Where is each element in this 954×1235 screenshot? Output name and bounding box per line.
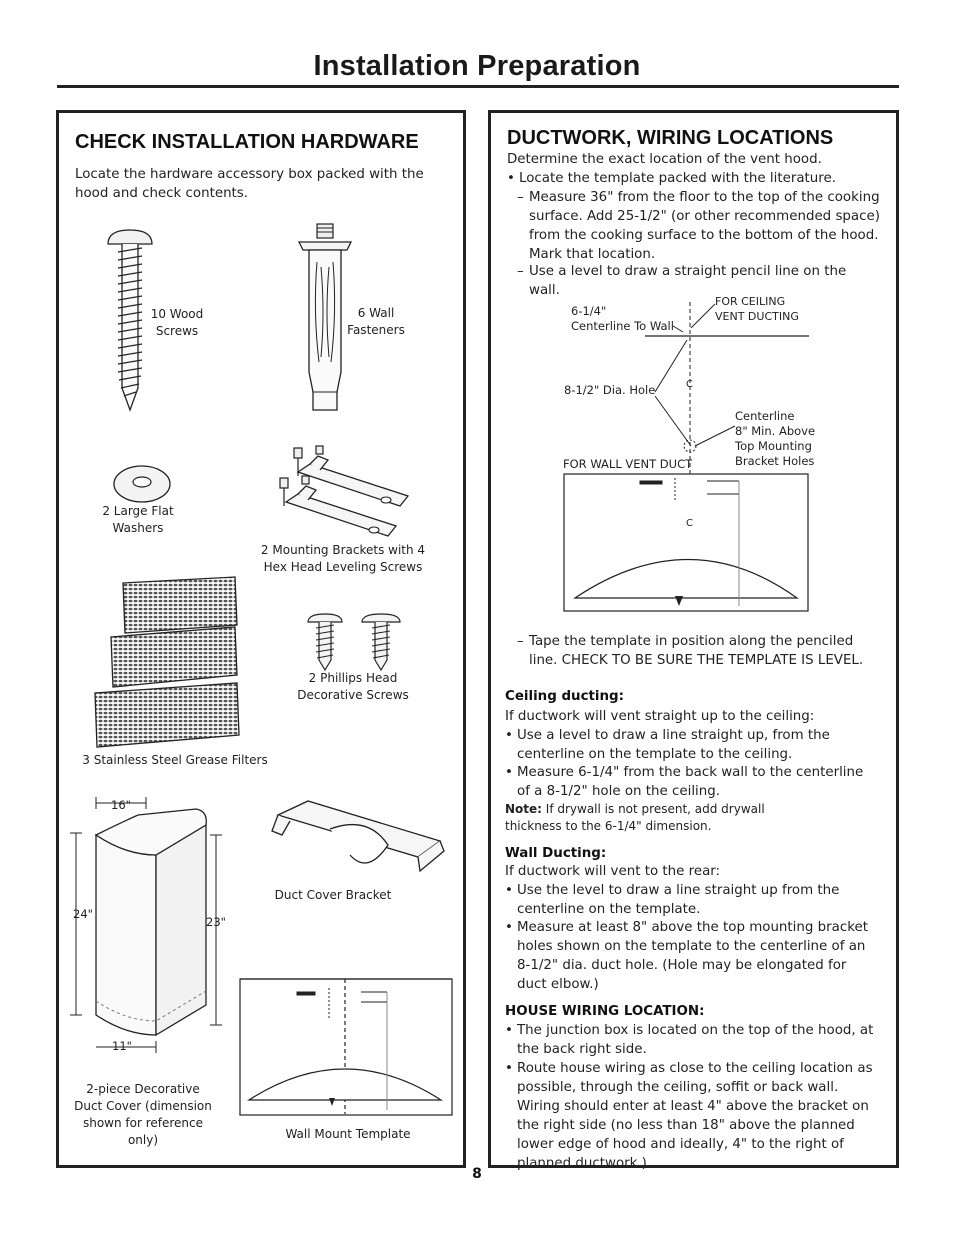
hardware-intro: Locate the hardware accessory box packed with the hood and check contents. [75,167,424,201]
wall-bullet-2: • Measure at least 8" above the top mounting bracket holes shown on the template to the centerline of an 8-1/2" dia. duct hole. (Hole may be elongated for duct elbow.) [505,918,875,994]
ductwork-heading: DUCTWORK, WIRING LOCATIONS [507,127,834,149]
ductwork-bullet-1: • Locate the template packed with the literature. [507,169,882,188]
wall-bullet-1: • Use the level to draw a line straight up from the centerline on the template. [505,881,875,919]
for-wall-label: FOR WALL VENT DUCT [563,457,693,471]
wall-ducting-intro: If ductwork will vent to the rear: [505,864,721,879]
ceiling-bullet-1: • Use a level to draw a line straight up, from the centerline on the template to the ceiling. [505,726,875,764]
duct-cover-label: 2-piece Decorative Duct Cover (dimension shown for reference only) [74,1082,212,1147]
wall-mount-template-label: Wall Mount Template [285,1127,411,1141]
ductwork-dash-3: – Tape the template in position along the penciled line. CHECK TO BE SURE THE TEMPLATE IS LEVEL. [505,632,883,670]
wall-mount-template-illustration [239,978,453,1116]
ductwork-dash-1: – Measure 36" from the floor to the top of the cooking surface. Add 25-1/2" (or other recommended space) from the cooking surface to the bottom of the hood. Mark that location. [505,188,880,264]
centerline-mark-2: C [686,518,693,529]
duct-dim-bottom: 11" [112,1039,132,1053]
page-number: 8 [472,1166,482,1182]
wiring-bullet-2: • Route house wiring as close to the ceiling location as possible, through the ceiling, soffit or back wall. Wiring should enter at least 4" above the bracket on the right side (no less than 18" above the planned lower edge of hood and ideally, 4" to the right of planned ductwork.) [505,1059,877,1173]
mounting-bracket-illustration [268,442,418,542]
ceiling-note [505,801,825,835]
ceiling-bullet-2: • Measure 6-1/4" from the back wall to the centerline of a 8-1/2" hole on the ceiling. [505,763,875,801]
mounting-brackets-label: 2 Mounting Brackets with 4 Hex Head Leveling Screws [260,543,426,574]
dia-hole-label: 8-1/2" Dia. Hole [564,383,656,397]
page-title: Installation Preparation [313,50,641,82]
duct-dim-right: 23" [206,915,226,929]
duct-cover-bracket-illustration [268,795,448,875]
ductwork-intro: Determine the exact location of the vent hood. [507,152,822,167]
wiring-bullet-1: • The junction box is located on the top of the hood, at the back right side. [505,1021,877,1059]
phillips-screws-label: 2 Phillips Head Decorative Screws [297,671,409,702]
grease-filters-label: 3 Stainless Steel Grease Filters [82,753,268,767]
house-wiring-title: HOUSE WIRING LOCATION: [505,1004,705,1019]
title-rule [57,85,899,88]
ductwork-dash-2: – Use a level to draw a straight pencil line on the wall. [505,262,880,300]
centerline-mark-1: C [686,379,693,390]
ceiling-ducting-title: Ceiling ducting: [505,689,624,704]
duct-dim-left: 24" [73,907,93,921]
duct-dim-top: 16" [111,798,131,812]
centerline-above-label: Centerline 8" Min. Above Top Mounting Bracket Holes [735,409,816,468]
wood-screws-label: 10 Wood Screws [150,307,204,338]
duct-cover-bracket-label: Duct Cover Bracket [274,888,392,902]
note-label: Note: [505,802,542,816]
flat-washers-label: 2 Large Flat Washers [102,504,174,535]
phillips-screws-illustration [305,612,410,672]
note-text: If drywall is not present, add drywall thickness to the 6-1/4" dimension. [505,802,765,833]
flat-washer-illustration [112,463,172,505]
grease-filters-illustration [93,575,243,750]
ceiling-ducting-intro: If ductwork will vent straight up to the ceiling: [505,709,815,724]
hardware-heading: CHECK INSTALLATION HARDWARE [75,131,419,153]
wall-ducting-title: Wall Ducting: [505,846,607,861]
for-ceiling-label: FOR CEILING VENT DUCTING [715,295,799,323]
wall-fasteners-label: 6 Wall Fasteners [347,306,405,337]
centerline-to-wall-label: 6-1/4" Centerline To Wall [571,304,674,333]
